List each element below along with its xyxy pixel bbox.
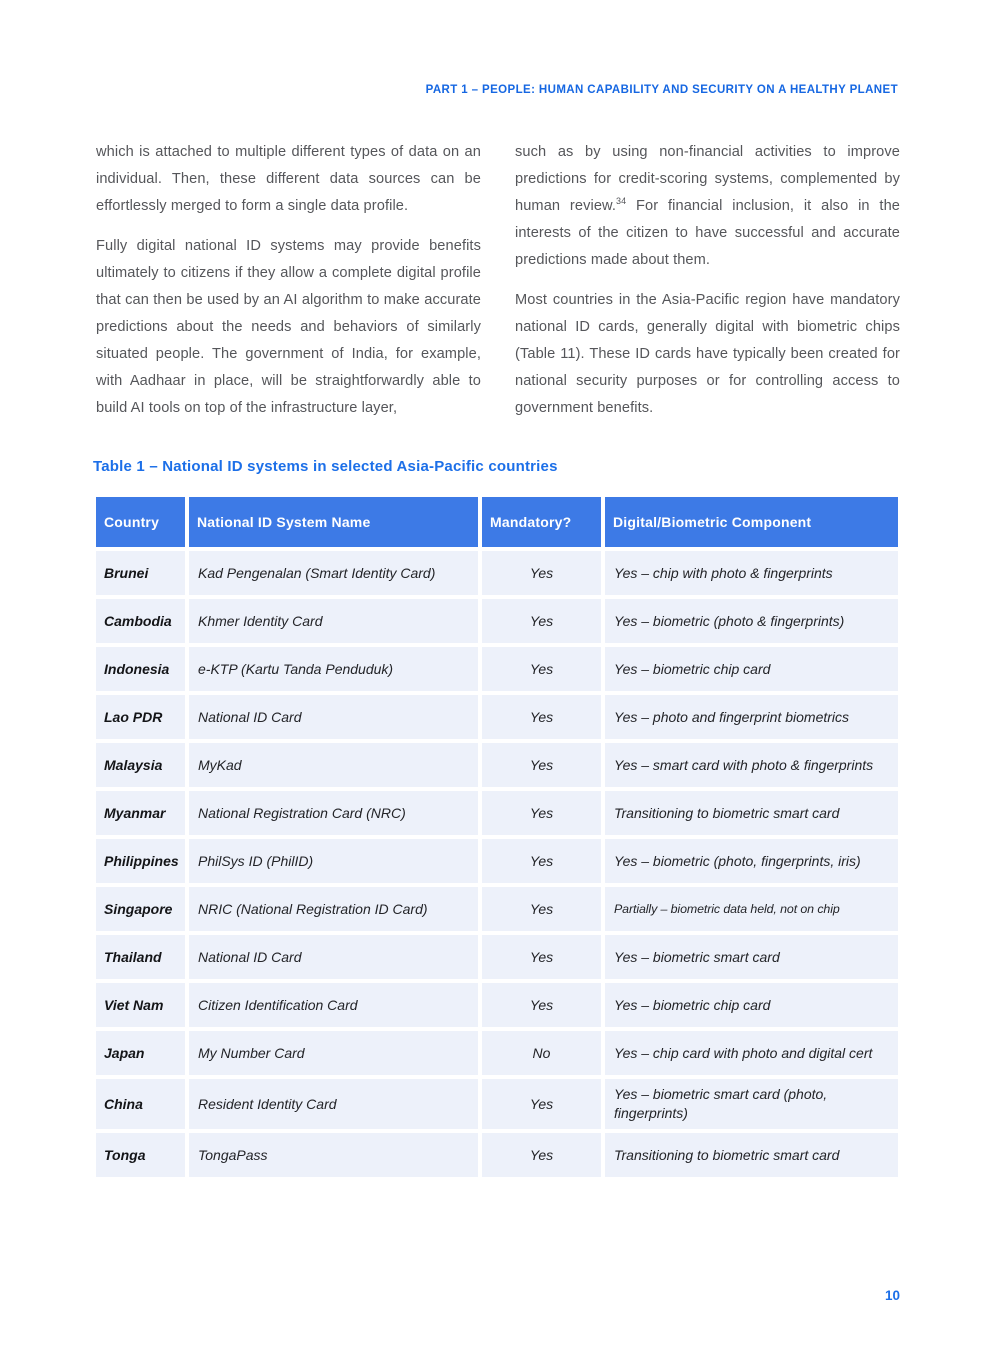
column-header-component: Digital/Biometric Component [605, 497, 898, 547]
cell-system-name: Resident Identity Card [189, 1079, 478, 1129]
table-row [96, 743, 898, 787]
cell-mandatory: Yes [482, 599, 601, 643]
paragraph [515, 139, 900, 274]
right-column [515, 139, 900, 435]
cell-system-name: TongaPass [189, 1133, 478, 1177]
cell-system-name: NRIC (National Registration ID Card) [189, 887, 478, 931]
cell-country: Singapore [96, 887, 185, 931]
cell-component: Yes – biometric (photo, fingerprints, iris) [605, 839, 898, 883]
cell-component: Yes – biometric chip card [605, 647, 898, 691]
table-caption: Table 1 – National ID systems in selected Asia-Pacific countries [93, 458, 558, 475]
running-header: PART 1 – PEOPLE: HUMAN CAPABILITY AND SECURITY ON A HEALTHY PLANET [425, 84, 898, 96]
table-row [96, 1031, 898, 1075]
cell-component: Yes – smart card with photo & fingerprints [605, 743, 898, 787]
table-row [96, 599, 898, 643]
cell-mandatory: Yes [482, 887, 601, 931]
cell-system-name: National ID Card [189, 935, 478, 979]
cell-component: Yes – biometric smart card (photo, fingerprints) [605, 1079, 898, 1129]
cell-system-name: Khmer Identity Card [189, 599, 478, 643]
body-columns [96, 139, 900, 435]
table-row [96, 695, 898, 739]
cell-mandatory: Yes [482, 983, 601, 1027]
national-id-table [92, 493, 902, 1181]
cell-component: Transitioning to biometric smart card [605, 1133, 898, 1177]
table-header [96, 497, 898, 547]
id-table-body [96, 551, 898, 1177]
cell-system-name: e-KTP (Kartu Tanda Penduduk) [189, 647, 478, 691]
cell-system-name: My Number Card [189, 1031, 478, 1075]
cell-component: Yes – chip with photo & fingerprints [605, 551, 898, 595]
cell-country: Myanmar [96, 791, 185, 835]
cell-country: Brunei [96, 551, 185, 595]
left-column [96, 139, 481, 435]
column-header-country: Country [96, 497, 185, 547]
cell-mandatory: Yes [482, 695, 601, 739]
cell-component: Yes – biometric (photo & fingerprints) [605, 599, 898, 643]
table-row [96, 887, 898, 931]
cell-component: Yes – chip card with photo and digital cert [605, 1031, 898, 1075]
table-row [96, 791, 898, 835]
table-row [96, 551, 898, 595]
paragraph: which is attached to multiple different types of data on an individual. Then, these different data sources can be effortlessly merged to form a single data profile. [96, 144, 481, 214]
cell-mandatory: Yes [482, 551, 601, 595]
cell-country: Viet Nam [96, 983, 185, 1027]
paragraph-text: such as by using non-financial activities to improve predictions for credit-scoring systems, complemented by human review. [515, 144, 900, 214]
table-row [96, 1079, 898, 1129]
page-number: 10 [884, 1288, 900, 1303]
cell-system-name: Kad Pengenalan (Smart Identity Card) [189, 551, 478, 595]
paragraph-text: For financial inclusion, it also in the interests of the citizen to have successful and accurate predictions made about them. [515, 198, 900, 268]
cell-system-name: MyKad [189, 743, 478, 787]
cell-country: Japan [96, 1031, 185, 1075]
cell-component: Partially – biometric data held, not on chip [605, 887, 898, 931]
cell-mandatory: Yes [482, 791, 601, 835]
cell-component: Transitioning to biometric smart card [605, 791, 898, 835]
cell-component: Yes – photo and fingerprint biometrics [605, 695, 898, 739]
cell-country: Cambodia [96, 599, 185, 643]
cell-country: China [96, 1079, 185, 1129]
cell-mandatory: Yes [482, 743, 601, 787]
cell-country: Thailand [96, 935, 185, 979]
cell-country: Lao PDR [96, 695, 185, 739]
table-row [96, 839, 898, 883]
paragraph: Most countries in the Asia-Pacific region have mandatory national ID cards, generally digital with biometric chips (Table 11). These ID cards have typically been created for national security purposes or for controlling access to government benefits. [515, 292, 900, 416]
cell-mandatory: No [482, 1031, 601, 1075]
cell-system-name: National ID Card [189, 695, 478, 739]
footnote-reference: 34 [616, 196, 627, 207]
table-row [96, 647, 898, 691]
cell-system-name: Citizen Identification Card [189, 983, 478, 1027]
table-row [96, 935, 898, 979]
cell-country: Indonesia [96, 647, 185, 691]
cell-system-name: PhilSys ID (PhilID) [189, 839, 478, 883]
cell-mandatory: Yes [482, 647, 601, 691]
cell-mandatory: Yes [482, 935, 601, 979]
table-row [96, 1133, 898, 1177]
cell-mandatory: Yes [482, 839, 601, 883]
cell-component: Yes – biometric smart card [605, 935, 898, 979]
cell-system-name: National Registration Card (NRC) [189, 791, 478, 835]
cell-mandatory: Yes [482, 1133, 601, 1177]
cell-country: Philippines [96, 839, 185, 883]
cell-mandatory: Yes [482, 1079, 601, 1129]
column-header-system: National ID System Name [189, 497, 478, 547]
paragraph: Fully digital national ID systems may provide benefits ultimately to citizens if they allow a complete digital profile that can then be used by an AI algorithm to make accurate predictions about the needs and behaviors of similarly situated people. The government of India, for example, with Aadhaar in place, will be straightforwardly able to build AI tools on top of the infrastructure layer, [96, 238, 481, 416]
table-header-row [96, 497, 898, 547]
cell-country: Tonga [96, 1133, 185, 1177]
cell-country: Malaysia [96, 743, 185, 787]
column-header-mandatory: Mandatory? [482, 497, 601, 547]
table-row [96, 983, 898, 1027]
cell-component: Yes – biometric chip card [605, 983, 898, 1027]
